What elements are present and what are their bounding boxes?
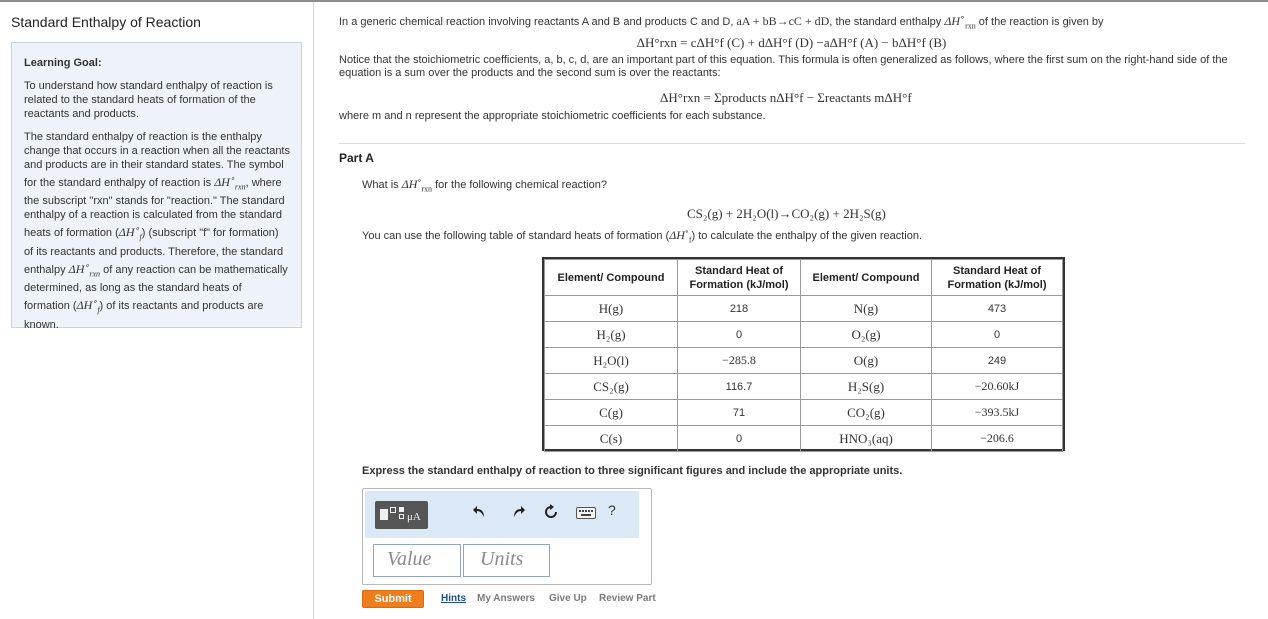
- table-row: [545, 374, 1063, 400]
- equation-1: [315, 35, 1268, 51]
- delta-h-f-symbol: $\Delta H^\circ_f$: [118, 224, 142, 242]
- my-answers-link[interactable]: My Answers: [477, 593, 535, 604]
- table-row: [545, 348, 1063, 374]
- explanation-part-a: The standard enthalpy of reaction is the enthalpy change that occurs in a reaction when all the reactants and products are in their standard states. The symbol for the standard enthalpy of reaction is: [24, 131, 290, 189]
- table-cell: 249: [932, 348, 1063, 374]
- give-up-link[interactable]: Give Up: [549, 593, 587, 604]
- undo-icon[interactable]: [470, 504, 490, 524]
- value-input[interactable]: Value: [373, 544, 461, 577]
- table-cell: C(s): [545, 426, 678, 452]
- table-cell: CO₂(g): [801, 400, 932, 426]
- template-icon-part: [399, 514, 404, 519]
- table-row: [545, 322, 1063, 348]
- table-intro-after: ) to calculate the enthalpy of the given reaction.: [691, 230, 923, 242]
- intro-paragraph: [339, 11, 1249, 32]
- question-after: for the following chemical reaction?: [435, 179, 607, 191]
- learning-goal-heading: Learning Goal:: [24, 57, 102, 69]
- left-column: [0, 2, 314, 619]
- table-cell: O₂(g): [801, 322, 932, 348]
- template-icon-part: [399, 507, 404, 512]
- problem-title: Standard Enthalpy of Reaction: [11, 14, 201, 30]
- help-icon[interactable]: ?: [608, 502, 616, 518]
- templates-units-button[interactable]: [375, 501, 428, 529]
- answer-box: [362, 488, 652, 585]
- table-cell: H₂(g): [545, 322, 678, 348]
- right-column: [315, 2, 1268, 619]
- intro-text-middle: , the standard enthalpy: [829, 16, 942, 28]
- table-row: [545, 426, 1063, 452]
- table-cell: 71: [678, 400, 801, 426]
- table-cell: 473: [932, 296, 1063, 322]
- table-intro-before: You can use the following table of standard heats of formation (: [362, 230, 670, 242]
- equation-1-text: ΔH°rxn = cΔH°f (C) + dΔH°f (D) −aΔH°f (A) − bΔH°f (B): [636, 35, 947, 50]
- explanation-part-e: ) of its reactants and products are known.: [24, 300, 264, 331]
- delta-h-rxn-symbol: $\Delta H^\circ_{rxn}$: [214, 174, 246, 192]
- table-cell: −285.8: [678, 348, 801, 374]
- table-cell: 218: [678, 296, 801, 322]
- reset-icon[interactable]: [541, 504, 561, 524]
- learning-goal-explanation: [24, 130, 290, 332]
- table-row: [545, 400, 1063, 426]
- table-cell: O(g): [801, 348, 932, 374]
- generic-reaction: aA + bB→cC + dD: [736, 14, 830, 28]
- template-icon: [380, 509, 388, 520]
- question-text: [362, 176, 607, 193]
- explanation-part-c: ) (subscript "f" for formation) of its reactants and products. Therefore, the standard enthalpy: [24, 227, 284, 276]
- table-cell: H(g): [545, 296, 678, 322]
- table-header: Element/ Compound: [545, 260, 678, 296]
- table-intro: [362, 227, 922, 244]
- table-cell: C(g): [545, 400, 678, 426]
- part-a-label: Part A: [339, 151, 374, 165]
- table-cell: 116.7: [678, 374, 801, 400]
- explanation-part-b: , where the subscript "rxn" stands for "reaction." The standard enthalpy of a reaction is calculated from the standard heats of formation (: [24, 177, 285, 240]
- intro-text-before: In a generic chemical reaction involving reactants A and B and products C and D,: [339, 16, 734, 28]
- units-input[interactable]: Units: [463, 544, 550, 577]
- table-cell: H₂O(l): [545, 348, 678, 374]
- question-delta-h-rxn: $\Delta H^\circ_{rxn}$: [401, 176, 433, 194]
- table-cell: 0: [678, 322, 801, 348]
- section-divider: [339, 143, 1245, 144]
- keyboard-icon[interactable]: [576, 507, 596, 519]
- intro-delta-h-rxn: $\Delta H^\circ_{rxn}$: [944, 13, 976, 31]
- submit-button[interactable]: Submit: [362, 590, 424, 608]
- hints-link[interactable]: Hints: [441, 593, 466, 604]
- learning-goal-text: To understand how standard enthalpy of reaction is related to the standard heats of formation of the reactants and products.: [24, 80, 273, 120]
- table-intro-delta-h-f: $\Delta H^\circ_f$: [669, 227, 692, 245]
- table-header: Element/ Compound: [801, 260, 932, 296]
- question-before: What is: [362, 179, 399, 191]
- template-icon-part: [390, 507, 396, 513]
- table-cell: −20.60kJ: [932, 374, 1063, 400]
- table-header: Standard Heat of Formation (kJ/mol): [932, 260, 1063, 296]
- where-text: where m and n represent the appropriate stoichiometric coefficients for each substance.: [339, 110, 766, 122]
- target-reaction: CS₂(g) + 2H₂O(l)→CO₂(g) + 2H₂S(g): [687, 206, 886, 221]
- table-cell: −206.6: [932, 426, 1063, 452]
- units-tool-label: μA: [407, 511, 421, 523]
- learning-goal-box: [11, 42, 302, 331]
- table-cell: N(g): [801, 296, 932, 322]
- answer-toolbar: [365, 491, 639, 538]
- table-cell: HNO₃(aq): [801, 426, 932, 452]
- table-cell: −393.5kJ: [932, 400, 1063, 426]
- table-header: Standard Heat of Formation (kJ/mol): [678, 260, 801, 296]
- delta-h-f-symbol-2: $\Delta H^\circ_f$: [76, 297, 100, 315]
- intro-text-after: of the reaction is given by: [978, 16, 1104, 28]
- equation-2-text: ΔH°rxn = Σproducts nΔH°f − Σreactants mΔH°f: [660, 90, 912, 105]
- table-row: [545, 296, 1063, 322]
- redo-icon[interactable]: [508, 504, 528, 524]
- table-cell: 0: [932, 322, 1063, 348]
- table-cell: H₂S(g): [801, 374, 932, 400]
- table-cell: CS₂(g): [545, 374, 678, 400]
- table-cell: 0: [678, 426, 801, 452]
- heats-of-formation-table: [542, 257, 1065, 451]
- review-part-link[interactable]: Review Part: [599, 593, 656, 604]
- notice-paragraph: Notice that the stoichiometric coefficients, a, b, c, d, are an important part of this equation. This formula is often generalized as follows, where the first sum on the right-hand side of the equation is a sum over the products and the second sum is over the reactants:: [339, 54, 1228, 79]
- answer-instructions: Express the standard enthalpy of reaction to three significant figures and include the appropriate units.: [362, 465, 903, 477]
- explanation-part-d: of any reaction can be mathematically determined, as long as the standard heats of formation (: [24, 263, 288, 313]
- delta-h-rxn-symbol-2: $\Delta H^\circ_{rxn}$: [68, 260, 101, 279]
